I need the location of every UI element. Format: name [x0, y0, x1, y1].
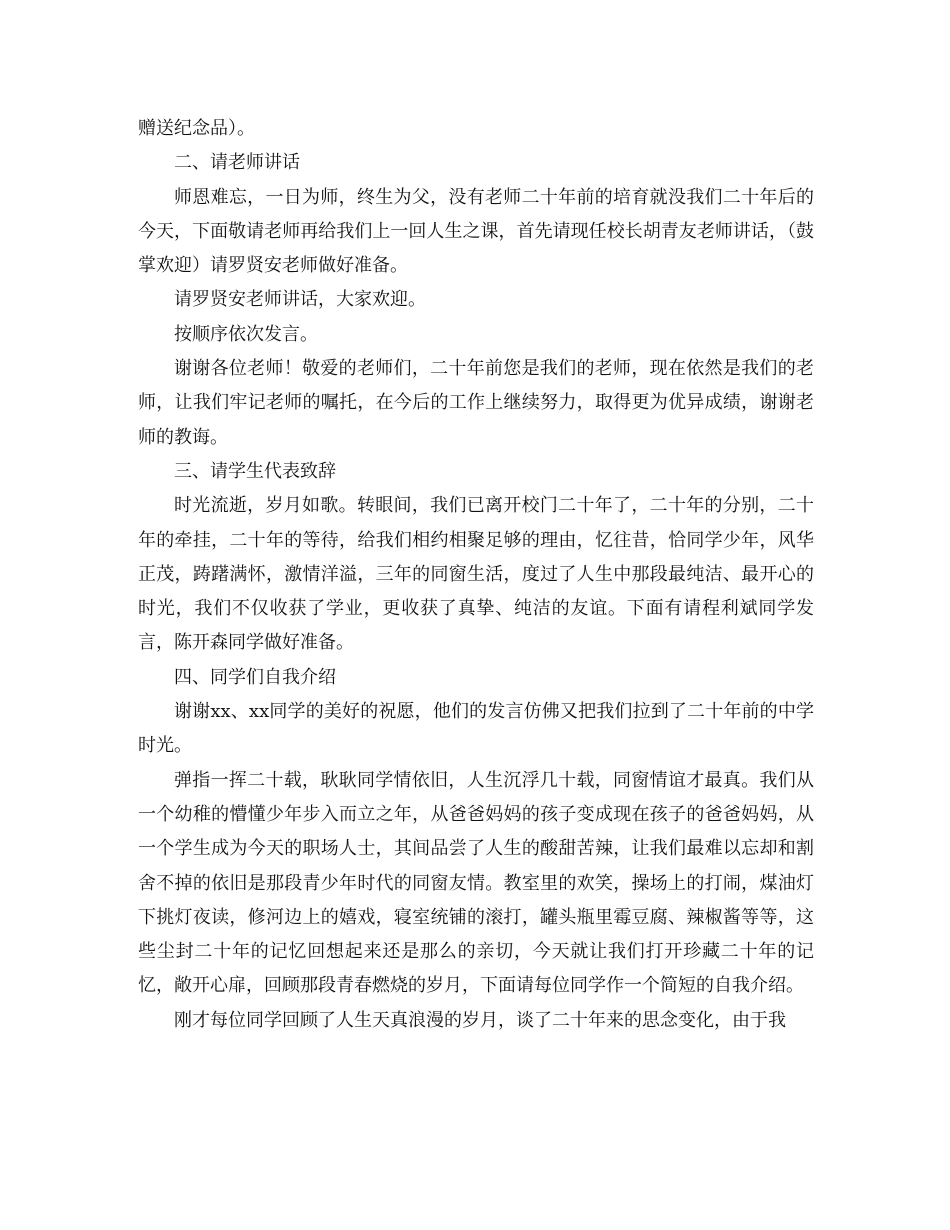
- paragraph-memories: 弹指一挥二十载，耿耿同学情依旧，人生沉浮几十载，同窗情谊才最真。我们从一个幼稚的懵懂少年步入而立之年，从爸爸妈妈的孩子变成现在孩子的爸爸妈妈，从一个学生成为今天的职场人士，其间品尝了人生的酸甜苦辣，让我们最难以忘却和割舍不掉的依旧是那段青少年时代的同窗友情。教室里的欢笑，操场上的打闹，煤油灯下挑灯夜读，修河边上的嬉戏，寝室统铺的滚打，罐头瓶里霉豆腐、辣椒酱等等，这些尘封二十年的记忆回想起来还是那么的亲切，今天就让我们打开珍藏二十年的记忆，敞开心扉，回顾那段青春燃烧的岁月，下面请每位同学作一个简短的自我介绍。: [138, 769, 814, 997]
- paragraph-teacher-intro: 师恩难忘，一日为师，终生为父，没有老师二十年前的培育就没我们二十年后的今天，下面敬请老师再给我们上一回人生之课，首先请现任校长胡青友老师讲话，（鼓掌欢迎）请罗贤安老师做好准备。: [138, 186, 814, 277]
- section-heading-self-intro: 四、同学们自我介绍: [174, 666, 336, 688]
- paragraph-continuation: 赠送纪念品）。: [138, 118, 255, 139]
- paragraph-thanks-teachers: 谢谢各位老师！敬爱的老师们，二十年前您是我们的老师，现在依然是我们的老师，让我们牢记老师的嘱托，在今后的工作上继续努力，取得更为优异成绩，谢谢老师的教诲。: [138, 358, 814, 448]
- paragraph-closing: 刚才每位同学回顾了人生天真浪漫的岁月，谈了二十年来的思念变化，由于我: [174, 1009, 786, 1031]
- paragraph-student-intro: 时光流逝，岁月如歌。转眼间，我们已离开校门二十年了，二十年的分别，二十年的牵挂，二十年的等待，给我们相约相聚足够的理由，忆往昔，恰同学少年，风华正茂，踌躇满怀，激情洋溢，三年的同窗生活，度过了人生中那段最纯洁、最开心的时光，我们不仅收获了学业，更收获了真挚、纯洁的友谊。下面有请程利斌同学发言，陈开森同学做好准备。: [138, 495, 814, 654]
- section-heading-teacher-speech: 二、请老师讲话: [174, 152, 300, 174]
- section-heading-student-speech: 三、请学生代表致辞: [174, 460, 336, 482]
- paragraph-invite-teacher: 请罗贤安老师讲话，大家欢迎。: [174, 289, 426, 311]
- document-body: [138, 112, 814, 1038]
- paragraph-thanks-students: 谢谢xx、xx同学的美好的祝愿，他们的发言仿佛又把我们拉到了二十年前的中学时光。: [138, 701, 814, 757]
- paragraph-order: 按顺序依次发言。: [174, 323, 318, 345]
